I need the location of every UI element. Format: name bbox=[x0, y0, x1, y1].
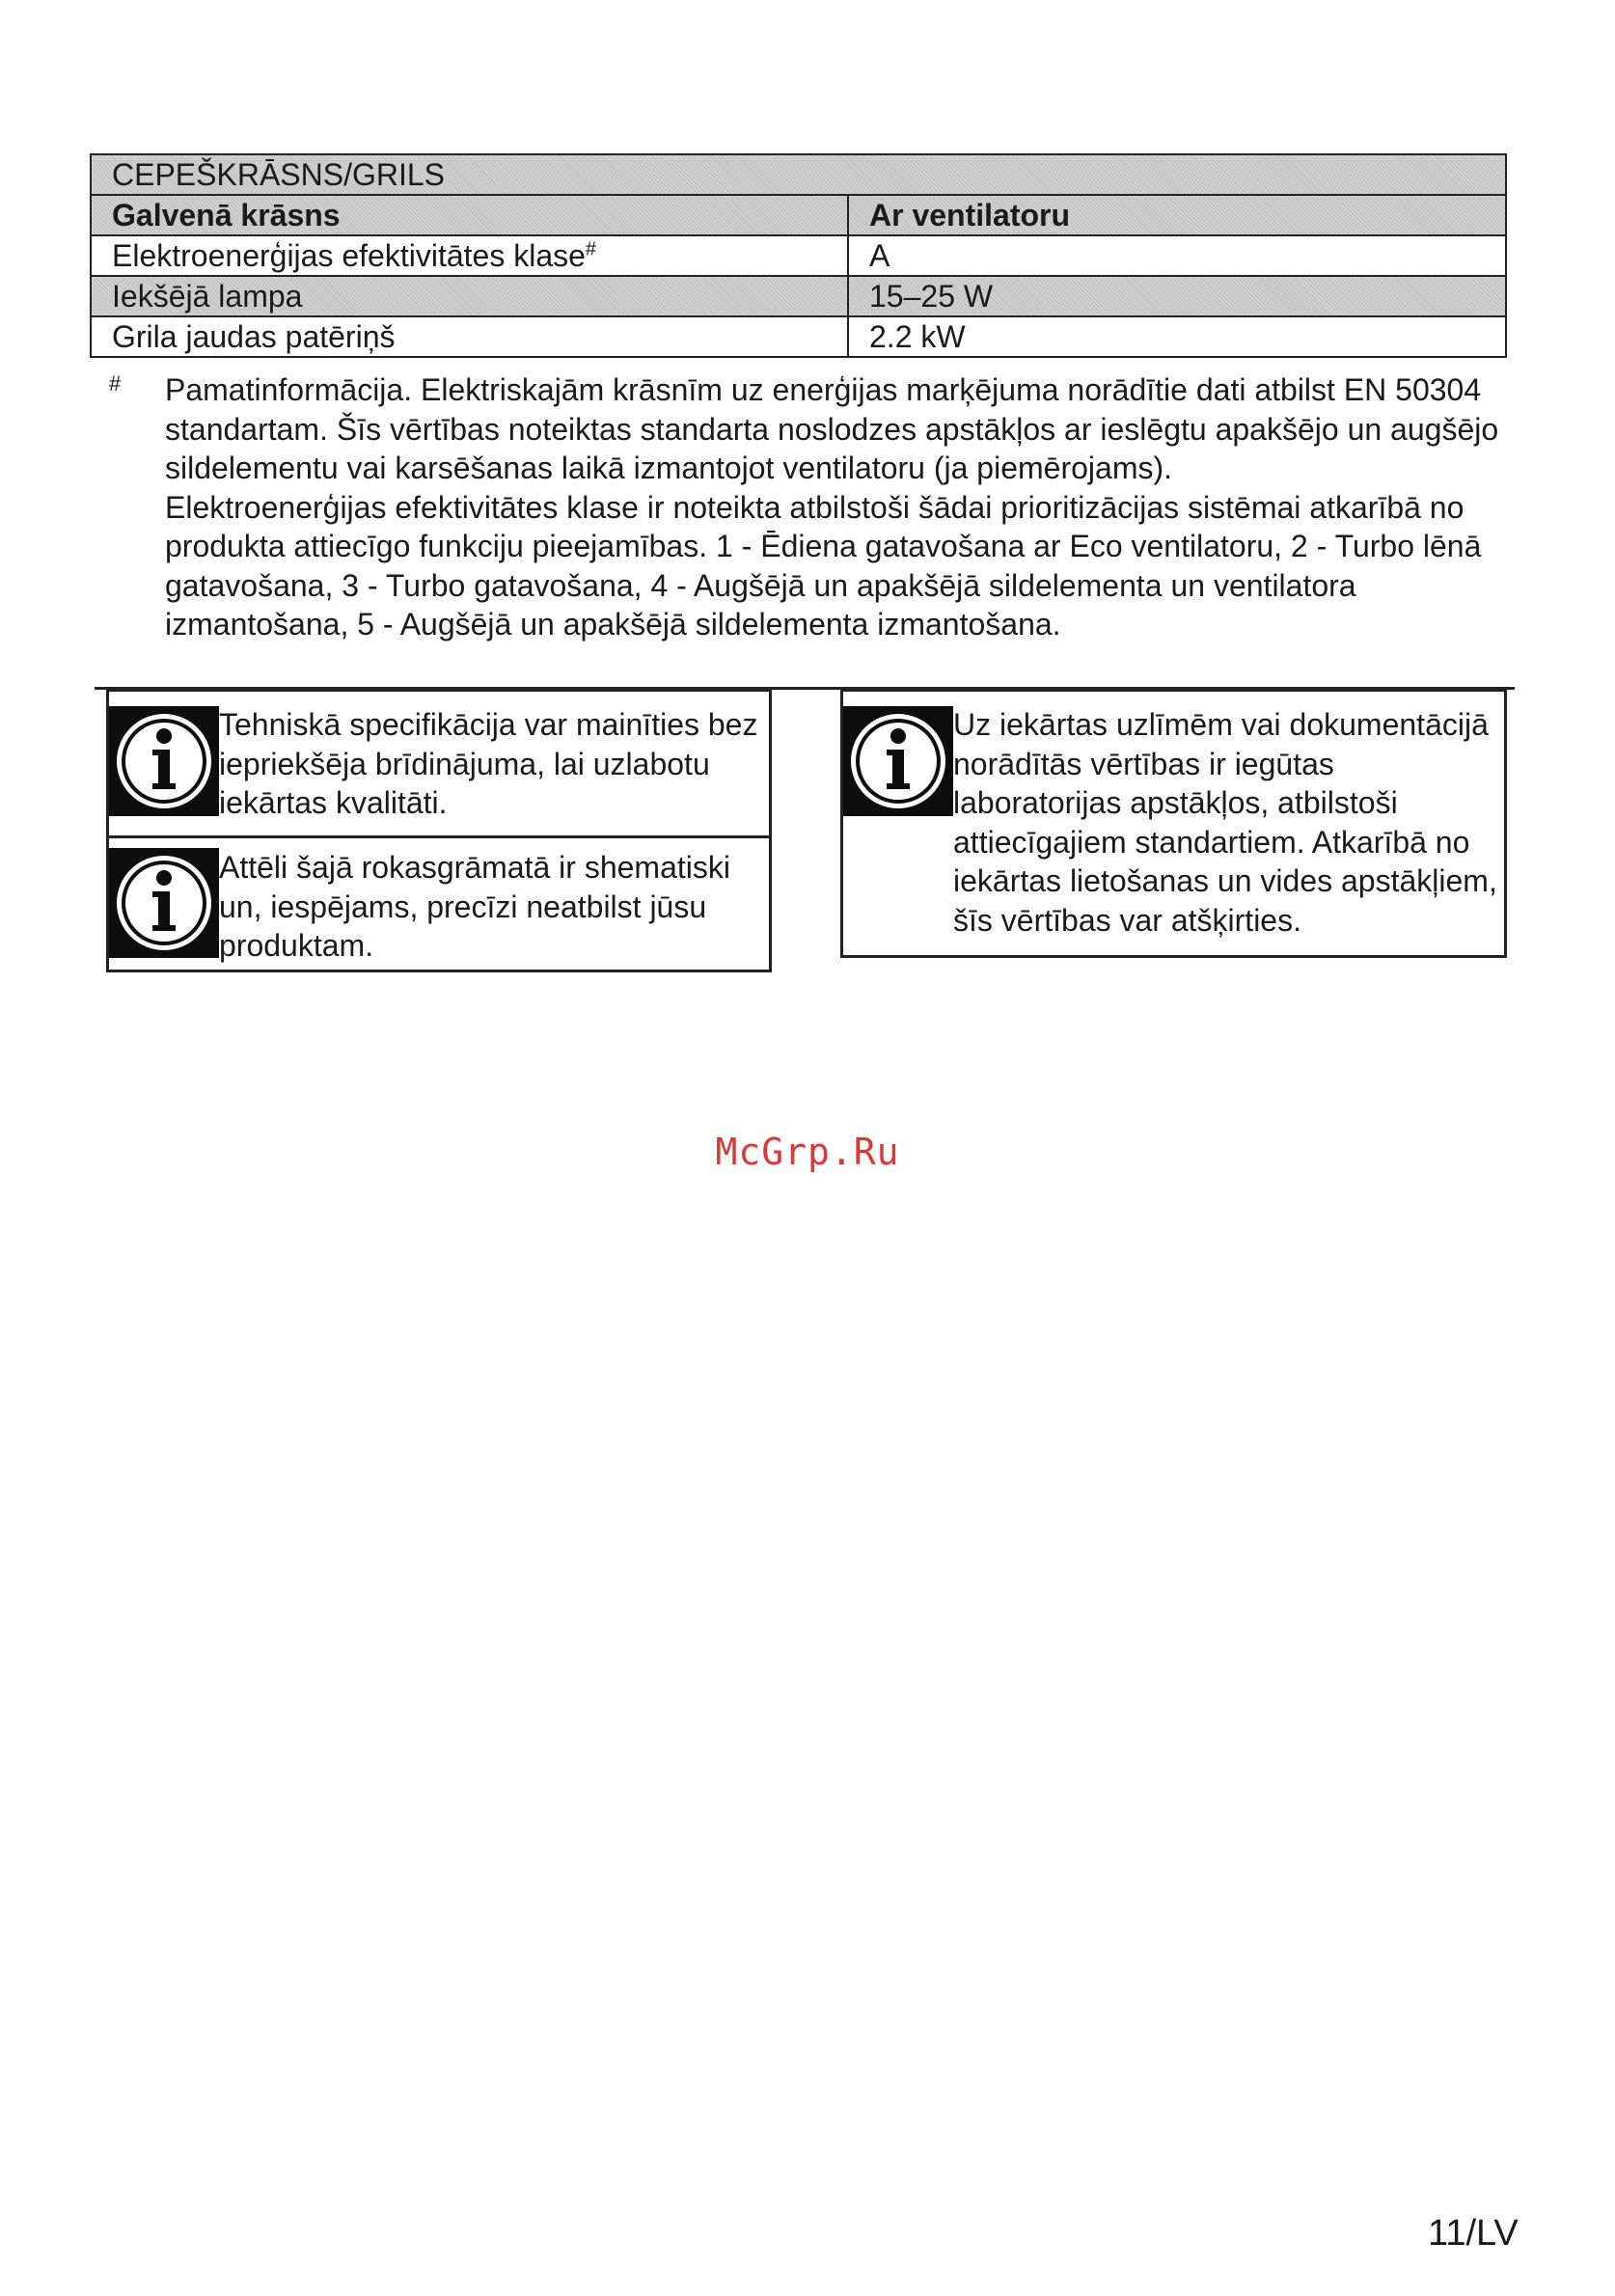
info-text: Tehniskā specifikācija var mainīties bez iepriekšēja brīdinājuma, lai uzlabotu iekārtas kvalitāti. bbox=[219, 707, 758, 820]
row-label: Iekšējā lampa bbox=[91, 276, 848, 316]
info-icon bbox=[109, 706, 219, 816]
footnote-ref: # bbox=[585, 238, 597, 260]
header-label: Galvenā krāsns bbox=[91, 195, 848, 235]
info-box-right bbox=[840, 689, 1507, 958]
table-row bbox=[91, 235, 1506, 276]
info-note-spec bbox=[109, 692, 769, 838]
footnote-body bbox=[165, 370, 1508, 644]
table-row bbox=[91, 276, 1506, 316]
table-header-row bbox=[91, 195, 1506, 235]
row-label bbox=[91, 235, 848, 276]
row-value: A bbox=[848, 235, 1506, 276]
info-note-images bbox=[109, 838, 769, 972]
info-icon bbox=[843, 706, 953, 816]
table-title: CEPEŠKRĀSNS/GRILS bbox=[91, 154, 1506, 195]
footnote-marker: # bbox=[109, 371, 122, 396]
info-text: Attēli šajā rokasgrāmatā ir shematiski un, iespējams, precīzi neatbilst jūsu produktam. bbox=[219, 850, 730, 963]
table-title-row bbox=[91, 154, 1506, 195]
info-box-left bbox=[106, 689, 772, 972]
footnote-paragraph-1: Pamatinformācija. Elektriskajām krāsnīm uz enerģijas marķējuma norādītie dati atbilst EN 50304 standartam. Šīs vērtības noteiktas standarta noslodzes apstākļos ar ieslēgtu apakšējo un augšējo sildelementu vai karsēšanas laikā izmantojot ventilatoru (ja piemērojams). bbox=[165, 372, 1499, 485]
spec-table bbox=[90, 153, 1507, 358]
info-text: Uz iekārtas uzlīmēm vai dokumentācijā norādītās vērtības ir iegūtas laboratorijas apstākļos, atbilstoši attiecīgajiem standartiem. Atkarībā no iekārtas lietošanas un vides apstākļiem, šīs vērtības var atšķirties. bbox=[953, 707, 1497, 938]
table-row bbox=[91, 316, 1506, 357]
watermark[interactable]: McGrp.Ru bbox=[715, 1131, 900, 1173]
row-value: 15–25 W bbox=[848, 276, 1506, 316]
footnote-paragraph-2: Elektroenerģijas efektivitātes klase ir noteikta atbilstoši šādai prioritizācijas sistēmai atkarībā no produkta attiecīgo funkciju pieejamības. 1 - Ēdiena gatavošana ar Eco ventilatoru, 2 - Turbo lēnā gatavošana, 3 - Turbo gatavošana, 4 - Augšējā un apakšējā sildelementa un ventilatora izmantošana, 5 - Augšējā un apakšējā sildelementa izmantošana. bbox=[165, 489, 1482, 642]
page-number: 11/LV bbox=[1428, 2213, 1519, 2254]
row-value: 2.2 kW bbox=[848, 316, 1506, 357]
header-value: Ar ventilatoru bbox=[848, 195, 1506, 235]
footnote bbox=[90, 370, 1508, 644]
row-label-text: Elektroenerģijas efektivitātes klase bbox=[112, 238, 586, 273]
row-label: Grila jaudas patēriņš bbox=[91, 316, 848, 357]
info-icon bbox=[109, 848, 219, 958]
